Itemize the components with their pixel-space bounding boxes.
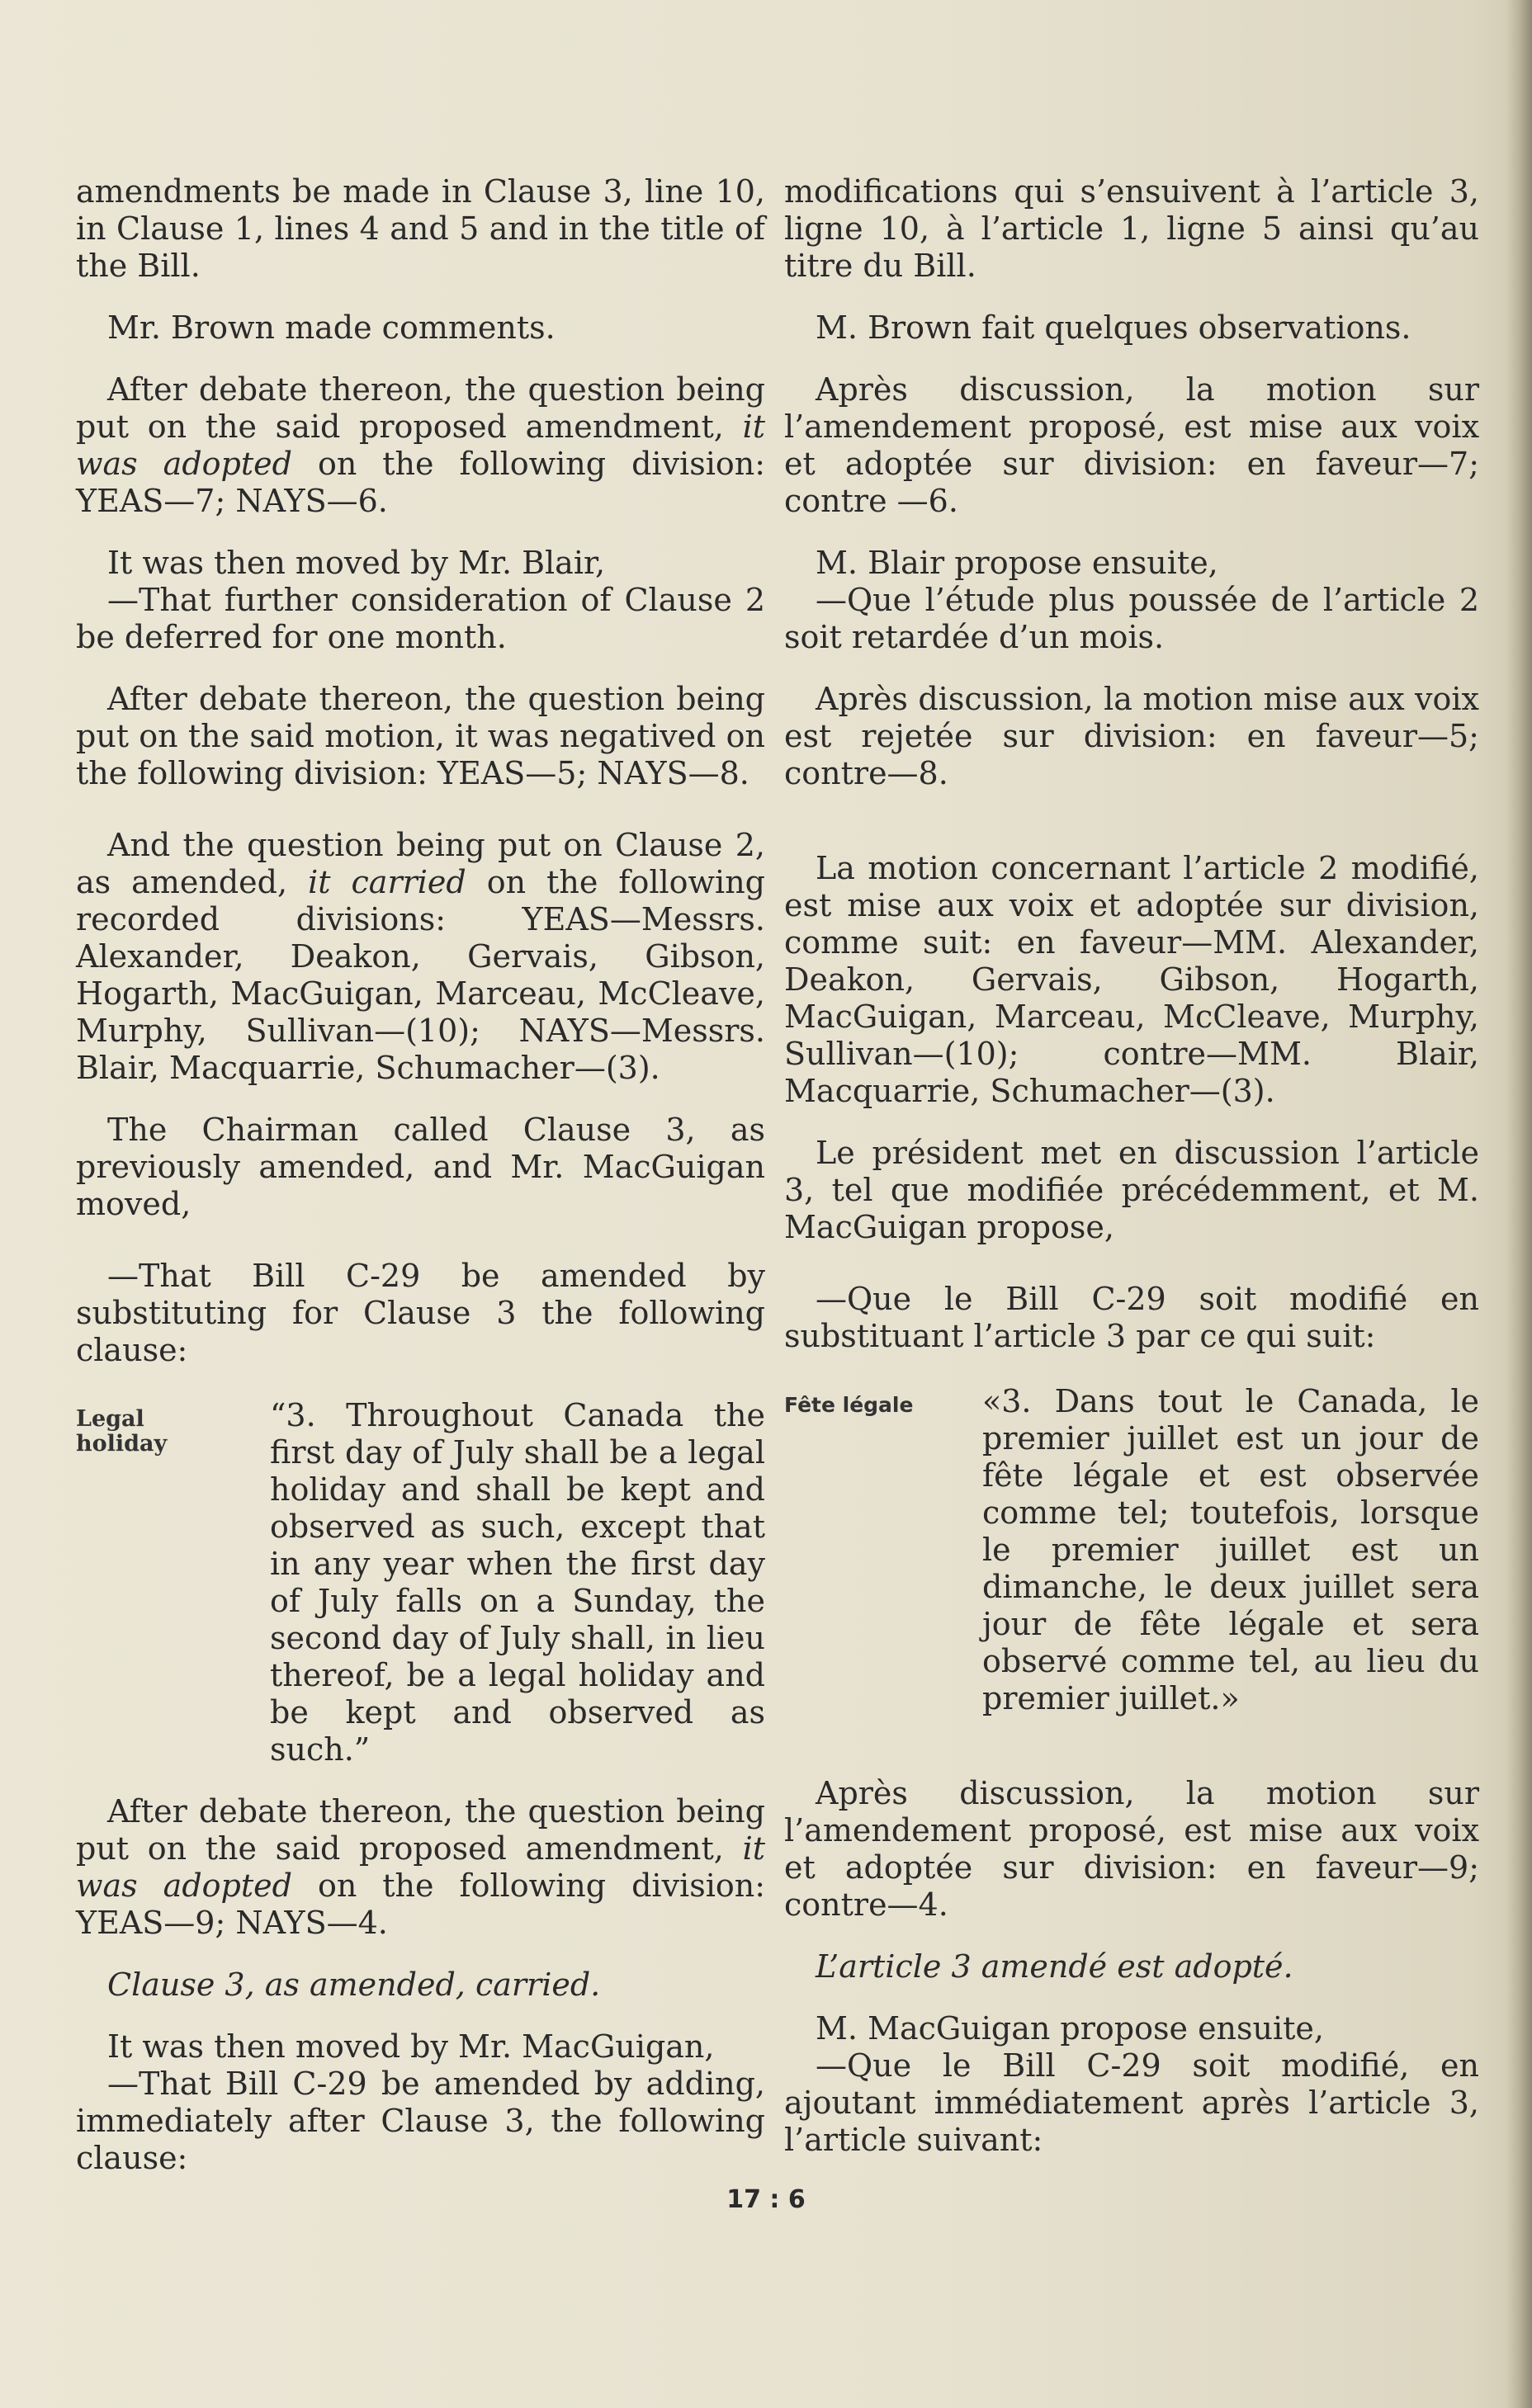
en-paragraph-9: —That Bill C-29 be amended by substituting for Clause 3 the following clause: [76, 1258, 765, 1368]
fr-paragraph-6: Après discussion, la motion mise aux voix est rejetée sur division: en faveur—5; contre—8. [784, 681, 1479, 791]
fr-paragraph-8: Le président met en discussion l’article 3, tel que modifiée précédemment, et M. MacGuigan propose, [784, 1135, 1479, 1245]
fr-paragraph-2: M. Brown fait quelques observations. [816, 309, 1411, 346]
fr-paragraph-11: L’article 3 amendé est adopté. [816, 1948, 1293, 1985]
en-margin-note: Legal holiday [76, 1406, 168, 1457]
french-column [784, 173, 1479, 2184]
page-edge [1507, 0, 1532, 2408]
fr-paragraph-7: La motion concernant l’article 2 modifié, est mise aux voix et adoptée sur division, comme suit: en faveur—MM. Alexander, Deakon, Gervais, Gibson, Hogarth, MacGuigan, Marceau, McCleave, Murphy, Sullivan—(10); contre—MM. Blair, Macquarrie, Schumacher—(3). [784, 850, 1479, 1109]
fr-paragraph-5: —Que l’étude plus poussée de l’article 2 soit retardée d’un mois. [784, 582, 1479, 655]
en-p3-italic: it was adopted [76, 408, 765, 482]
en-paragraph-10 [76, 1793, 765, 1942]
english-column [76, 173, 765, 2202]
fr-paragraph-3: Après discussion, la motion sur l’amendement proposé, est mise aux voix et adoptée sur division: en faveur—7; contre —6. [784, 371, 1479, 519]
en-paragraph-13: —That Bill C-29 be amended by adding, immediately after Clause 3, the following clause: [76, 2066, 765, 2176]
en-paragraph-7 [76, 827, 765, 1087]
en-paragraph-8: The Chairman called Clause 3, as previously amended, and Mr. MacGuigan moved, [76, 1112, 765, 1222]
en-quoted-clause [76, 1397, 765, 1768]
en-p5-text: —That further consideration of Clause 2 be deferred for one month. [76, 582, 765, 655]
fr-paragraph-4: M. Blair propose ensuite, [816, 545, 1218, 581]
en-paragraph-5 [76, 582, 765, 656]
en-p10-italic: it was adopted [76, 1830, 765, 1904]
fr-paragraph-13: —Que le Bill C-29 soit modifié, en ajoutant immédiatement après l’article 3, l’article suivant: [784, 2047, 1479, 2158]
page-number: 17 : 6 [726, 2185, 806, 2214]
en-paragraph-4: It was then moved by Mr. Blair, [107, 545, 606, 581]
en-p10-text-a: After debate thereon, the question being put on the said proposed amendment, [76, 1793, 765, 1867]
en-p3-text-c: on the following division: YEAS—7; NAYS—6. [76, 446, 766, 519]
fr-quoted-clause [784, 1383, 1479, 1717]
en-paragraph-2: Mr. Brown made comments. [107, 309, 556, 346]
fr-paragraph-12: M. MacGuigan propose ensuite, [816, 2010, 1324, 2047]
en-paragraph-11: Clause 3, as amended, carried. [107, 1967, 601, 2003]
en-p7-text-a: And the question being put on Clause 2, as amended, [76, 827, 765, 900]
en-p10-text-c: on the following division: YEAS—9; NAYS—4. [76, 1867, 766, 1941]
en-p7-text-c: on the following recorded divisions: YEAS—Messrs. Alexander, Deakon, Gervais, Gibson, Hogarth, MacGuigan, Marceau, McCleave, Murphy, Sullivan—(10); NAYS—Messrs. Blair, Macquarrie, Schumacher—(3). [76, 864, 765, 1086]
en-clause-quote: “3. Throughout Canada the first day of July shall be a legal holiday and shall be kept and observed as such, except that in any year when the first day of July falls on a Sunday, the second day of July shall, in lieu thereof, be a legal holiday and be kept and observed as such.” [270, 1397, 765, 1768]
en-p3-text-a: After debate thereon, the question being put on the said proposed amendment, [76, 371, 765, 445]
en-paragraph-6: After debate thereon, the question being put on the said motion, it was negatived on the following division: YEAS—5; NAYS—8. [76, 681, 765, 791]
en-paragraph-12: It was then moved by Mr. MacGuigan, [107, 2028, 715, 2065]
fr-paragraph-1: modifications qui s’ensuivent à l’article 3, ligne 10, à l’article 1, ligne 5 ainsi qu’au titre du Bill. [784, 173, 1479, 284]
fr-margin-note: Fête légale [784, 1393, 914, 1417]
fr-paragraph-9: —Que le Bill C-29 soit modifié en substituant l’article 3 par ce qui suit: [784, 1281, 1479, 1354]
en-paragraph-3 [76, 371, 765, 520]
en-paragraph-1: amendments be made in Clause 3, line 10, in Clause 1, lines 4 and 5 and in the title of the Bill. [76, 173, 765, 284]
en-p7-italic: it carried [308, 864, 466, 900]
fr-clause-quote: «3. Dans tout le Canada, le premier juillet est un jour de fête légale et est observée comme tel; toutefois, lorsque le premier juillet est un dimanche, le deux juillet sera jour de fête légale et sera observé comme tel, au lieu du premier juillet.» [982, 1383, 1479, 1716]
fr-paragraph-10: Après discussion, la motion sur l’amendement proposé, est mise aux voix et adoptée sur division: en faveur—9; contre—4. [784, 1775, 1479, 1923]
